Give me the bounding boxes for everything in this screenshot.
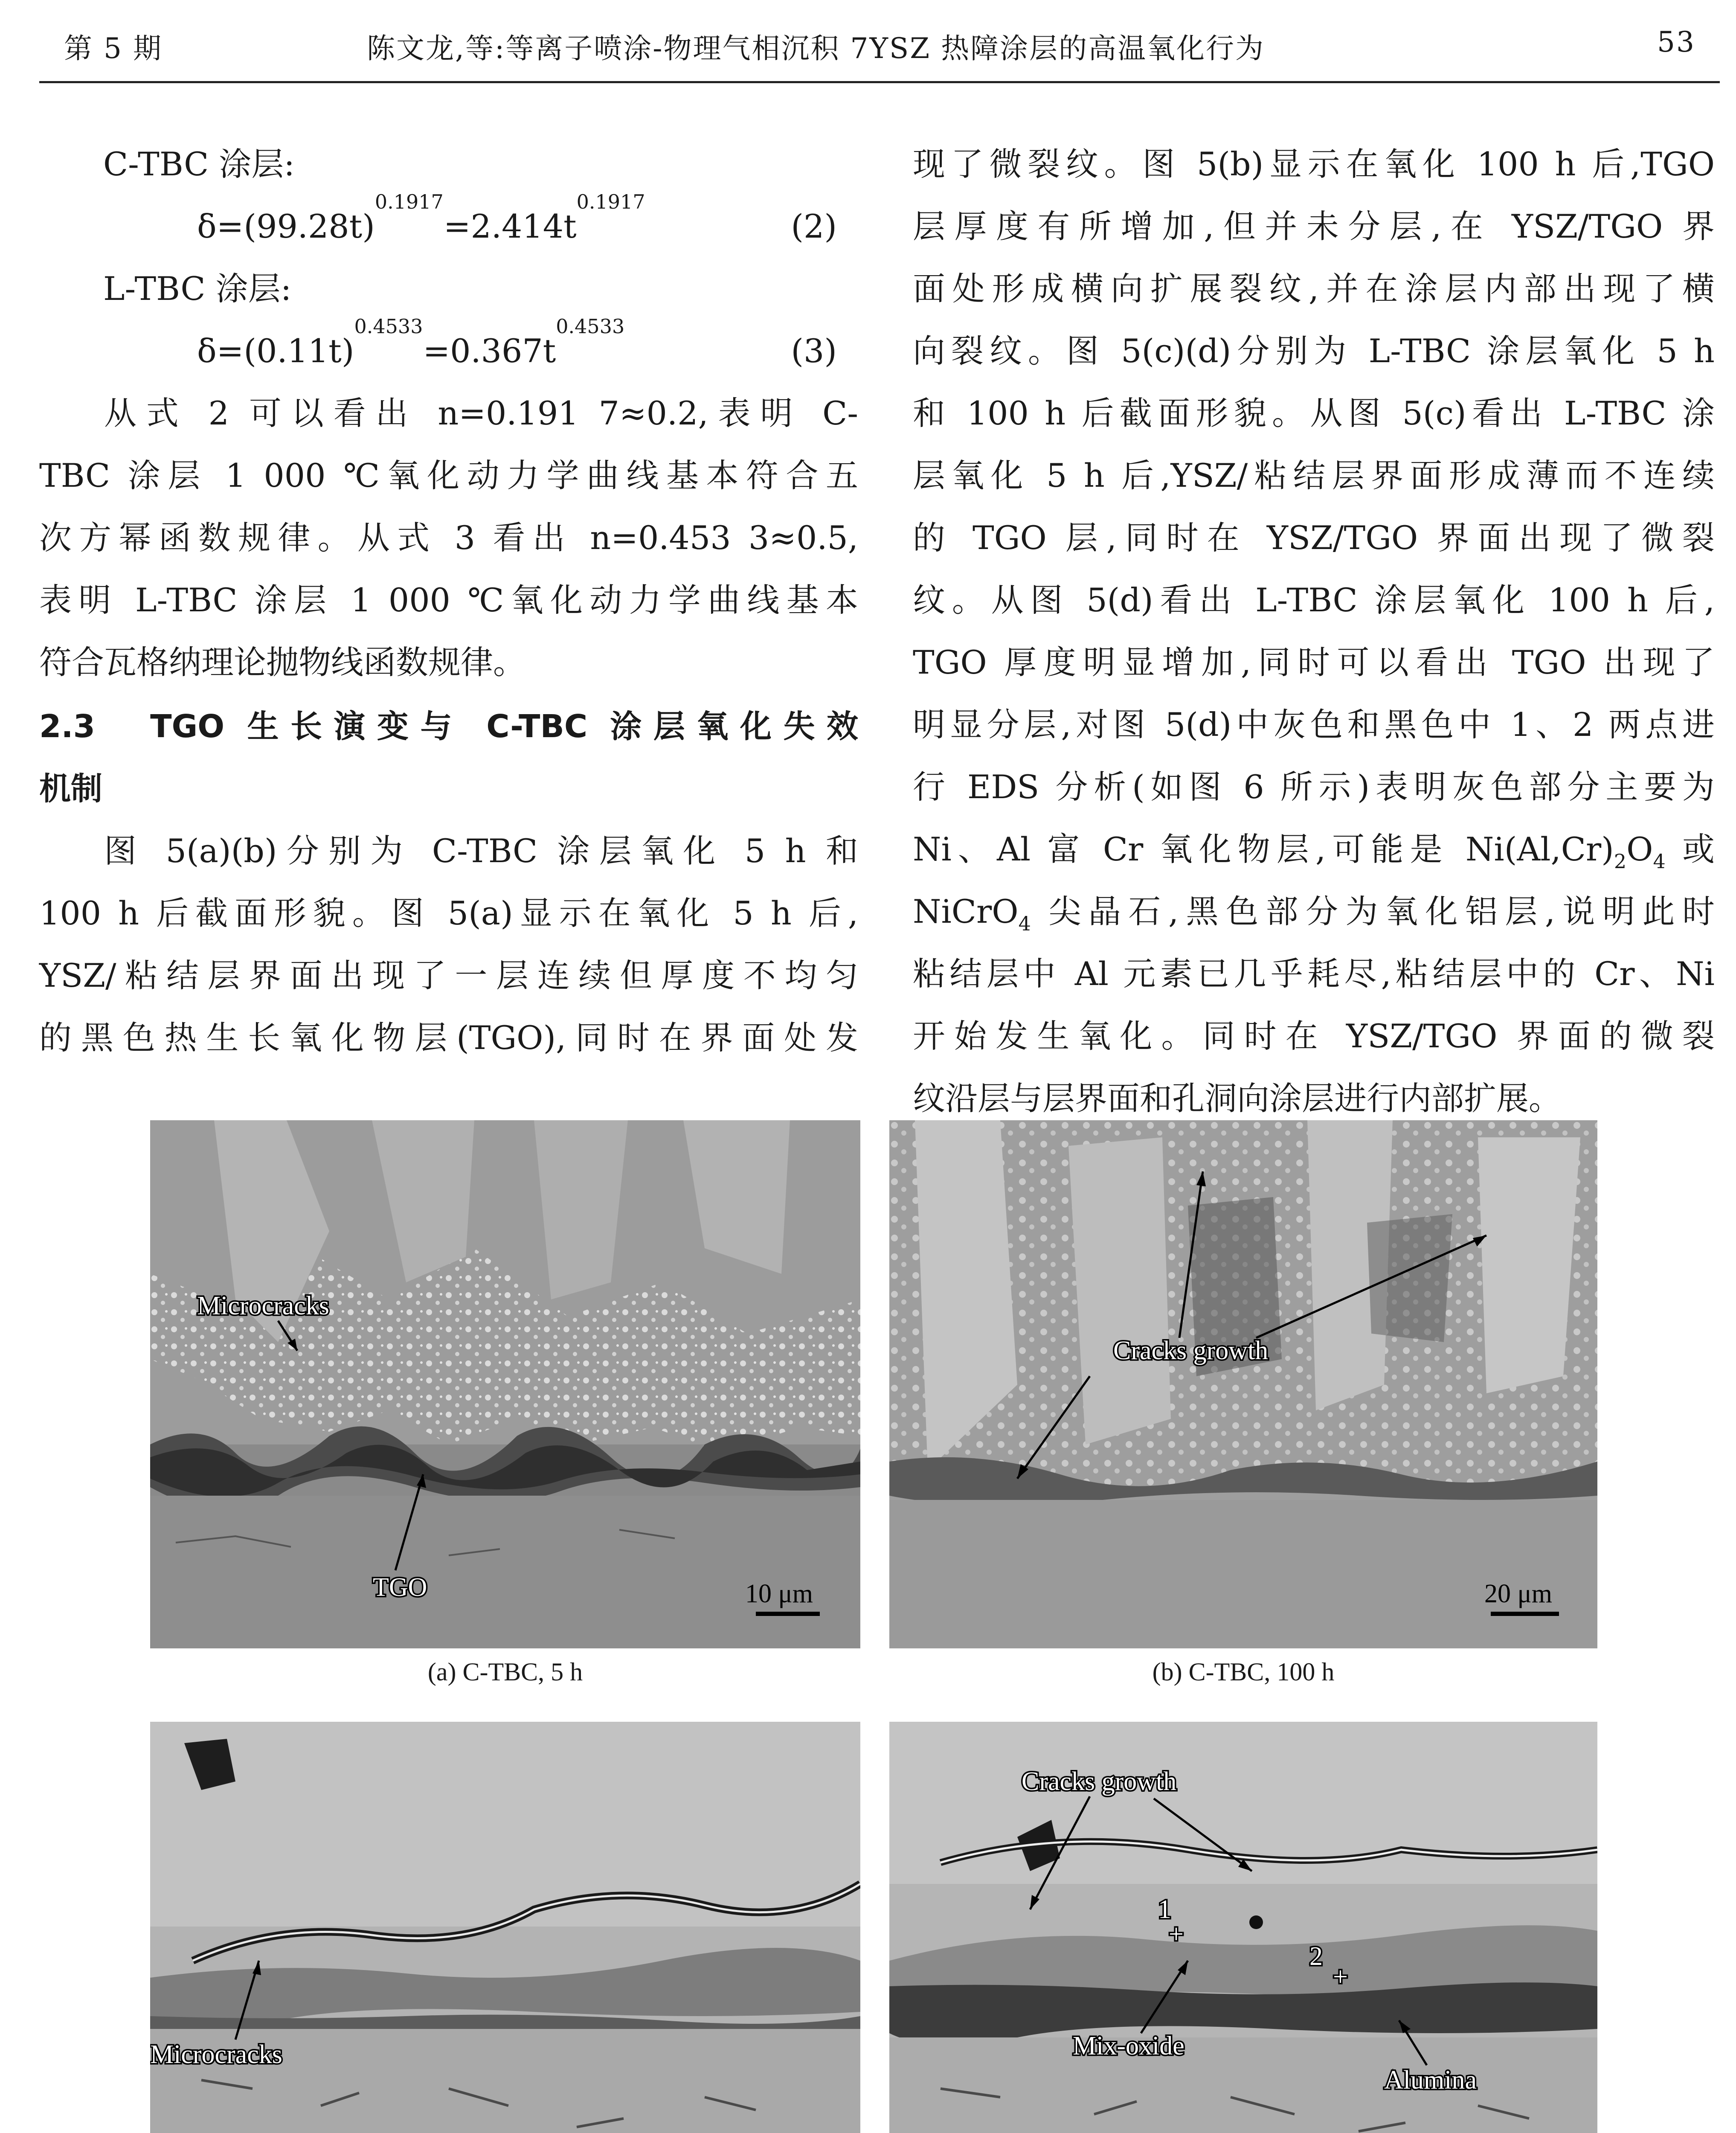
para1-line: 表明 L-TBC 涂层 1 000 ℃氧化动力学曲线基本 [39, 581, 858, 619]
cross-point-2: + [1333, 1962, 1348, 1991]
section-heading: 2.3 TGO 生长演变与 C-TBC 涂层氧化失效 [39, 708, 858, 745]
sem-image-d [889, 1722, 1597, 2133]
eq2-exponent: 0.1917 [374, 190, 444, 213]
eq2-rhs: =2.414t [443, 207, 577, 245]
right-line: 层厚度有所增加,但并未分层,在 YSZ/TGO 界 [913, 207, 1715, 245]
equation-2 [39, 190, 858, 258]
left-column [39, 133, 858, 1069]
right-line: 现了微裂纹。图 5(b)显示在氧化 100 h 后,TGO [913, 145, 1715, 183]
section-heading-cont: 机制 [39, 770, 102, 807]
page-number: 53 [1657, 26, 1695, 58]
caption-panel-a: (a) C-TBC, 5 h [427, 1658, 583, 1686]
right-line-formula [913, 881, 1715, 943]
label-microcracks-a: Microcracks [197, 1291, 329, 1320]
label-mix-oxide: Mix-oxide [1073, 2031, 1184, 2060]
label-microcracks-c: Microcracks [150, 2040, 282, 2069]
right-line: 的 TGO 层,同时在 YSZ/TGO 界面出现了微裂 [913, 519, 1715, 557]
right-line: 明显分层,对图 5(d)中灰色和黑色中 1、2 两点进 [913, 706, 1715, 744]
para2-line: 的黑色热生长氧化物层(TGO),同时在界面处发 [39, 1019, 858, 1057]
para2-line: 100 h 后截面形貌。图 5(a)显示在氧化 5 h 后, [39, 894, 858, 932]
sem-panel-a [150, 1120, 860, 1648]
sem-image-b [889, 1120, 1597, 1648]
para2-line: 图 5(a)(b)分别为 C-TBC 涂层氧化 5 h 和 [104, 832, 858, 870]
right-line: TGO 厚度明显增加,同时可以看出 TGO 出现了 [913, 643, 1715, 681]
right-line-formula [913, 818, 1715, 881]
label-alumina: Alumina [1384, 2066, 1477, 2095]
label-cracks-d: Cracks growth [1022, 1767, 1177, 1796]
para2-line: YSZ/粘结层界面出现了一层连续但厚度不均匀 [39, 956, 858, 994]
right-line: 向裂纹。图 5(c)(d)分别为 L-TBC 涂层氧化 5 h [913, 332, 1715, 370]
label-tgo-a: TGO [373, 1573, 427, 1602]
sem-panel-b [889, 1120, 1597, 1648]
para1-line: 符合瓦格纳理论抛物线函数规律。 [39, 643, 525, 681]
right-line: 行 EDS 分析(如图 6 所示)表明灰色部分主要为 [913, 768, 1715, 806]
formula-text: O [1626, 830, 1653, 868]
formula-subscript: 4 [1653, 850, 1666, 873]
formula-subscript: 4 [1018, 912, 1031, 935]
running-title: 陈文龙,等:等离子喷涂-物理气相沉积 7YSZ 热障涂层的高温氧化行为 [367, 32, 1265, 65]
right-line: 开始发生氧化。同时在 YSZ/TGO 界面的微裂 [913, 1017, 1715, 1055]
right-line: 纹沿层与层界面和孔洞向涂层进行内部扩展。 [913, 1079, 1561, 1117]
scale-a: 10 μm [745, 1579, 813, 1608]
para1-line: 次方幂函数规律。从式 3 看出 n=0.453 3≈0.5, [39, 519, 858, 557]
para1-line: TBC 涂层 1 000 ℃氧化动力学曲线基本符合五 [39, 456, 858, 494]
label-point-1: 1 [1158, 1895, 1171, 1924]
right-column [913, 133, 1715, 1130]
sem-panel-d [889, 1722, 1597, 2133]
eq3-lhs: δ=(0.11t) [197, 332, 354, 370]
label-point-2: 2 [1309, 1942, 1323, 1971]
eq2-number: (2) [791, 207, 837, 245]
formula-text: Ni、Al 富 Cr 氧化物层,可能是 Ni(Al,Cr) [913, 830, 1614, 868]
ctbc-label: C-TBC 涂层: [103, 145, 295, 183]
formula-subscript: 2 [1614, 850, 1627, 873]
para1-line: 从式 2 可以看出 n=0.191 7≈0.2,表明 C- [104, 394, 858, 432]
formula-text: NiCrO [913, 892, 1019, 930]
formula-text: 或 [1665, 830, 1715, 868]
eq3-exponent-2: 0.4533 [556, 315, 625, 338]
scale-b: 20 μm [1484, 1579, 1552, 1608]
sem-image-a [150, 1120, 860, 1648]
right-line: 粘结层中 Al 元素已几乎耗尽,粘结层中的 Cr、Ni [913, 955, 1715, 993]
header-rule [39, 81, 1720, 83]
caption-panel-b: (b) C-TBC, 100 h [1152, 1658, 1335, 1686]
sem-panel-c [150, 1722, 860, 2133]
formula-text: 尖晶石,黑色部分为氧化铝层,说明此时 [1031, 892, 1715, 930]
issue-label: 第 5 期 [64, 32, 163, 65]
label-cracks-b: Cracks growth [1113, 1336, 1269, 1365]
right-line: 层氧化 5 h 后,YSZ/粘结层界面形成薄而不连续 [913, 456, 1715, 494]
right-line: 纹。从图 5(d)看出 L-TBC 涂层氧化 100 h 后, [913, 581, 1715, 619]
equation-3 [39, 315, 858, 382]
eq2-lhs: δ=(99.28t) [197, 207, 375, 245]
cross-point-1: + [1169, 1920, 1184, 1949]
sem-image-c [150, 1722, 860, 2133]
eq2-exponent-2: 0.1917 [576, 190, 645, 213]
eq3-exponent: 0.4533 [354, 315, 423, 338]
right-line: 面处形成横向扩展裂纹,并在涂层内部出现了横 [913, 270, 1715, 308]
ltbc-label: L-TBC 涂层: [103, 270, 292, 308]
eq3-rhs: =0.367t [423, 332, 556, 370]
eq3-number: (3) [791, 332, 837, 370]
right-line: 和 100 h 后截面形貌。从图 5(c)看出 L-TBC 涂 [913, 394, 1715, 432]
